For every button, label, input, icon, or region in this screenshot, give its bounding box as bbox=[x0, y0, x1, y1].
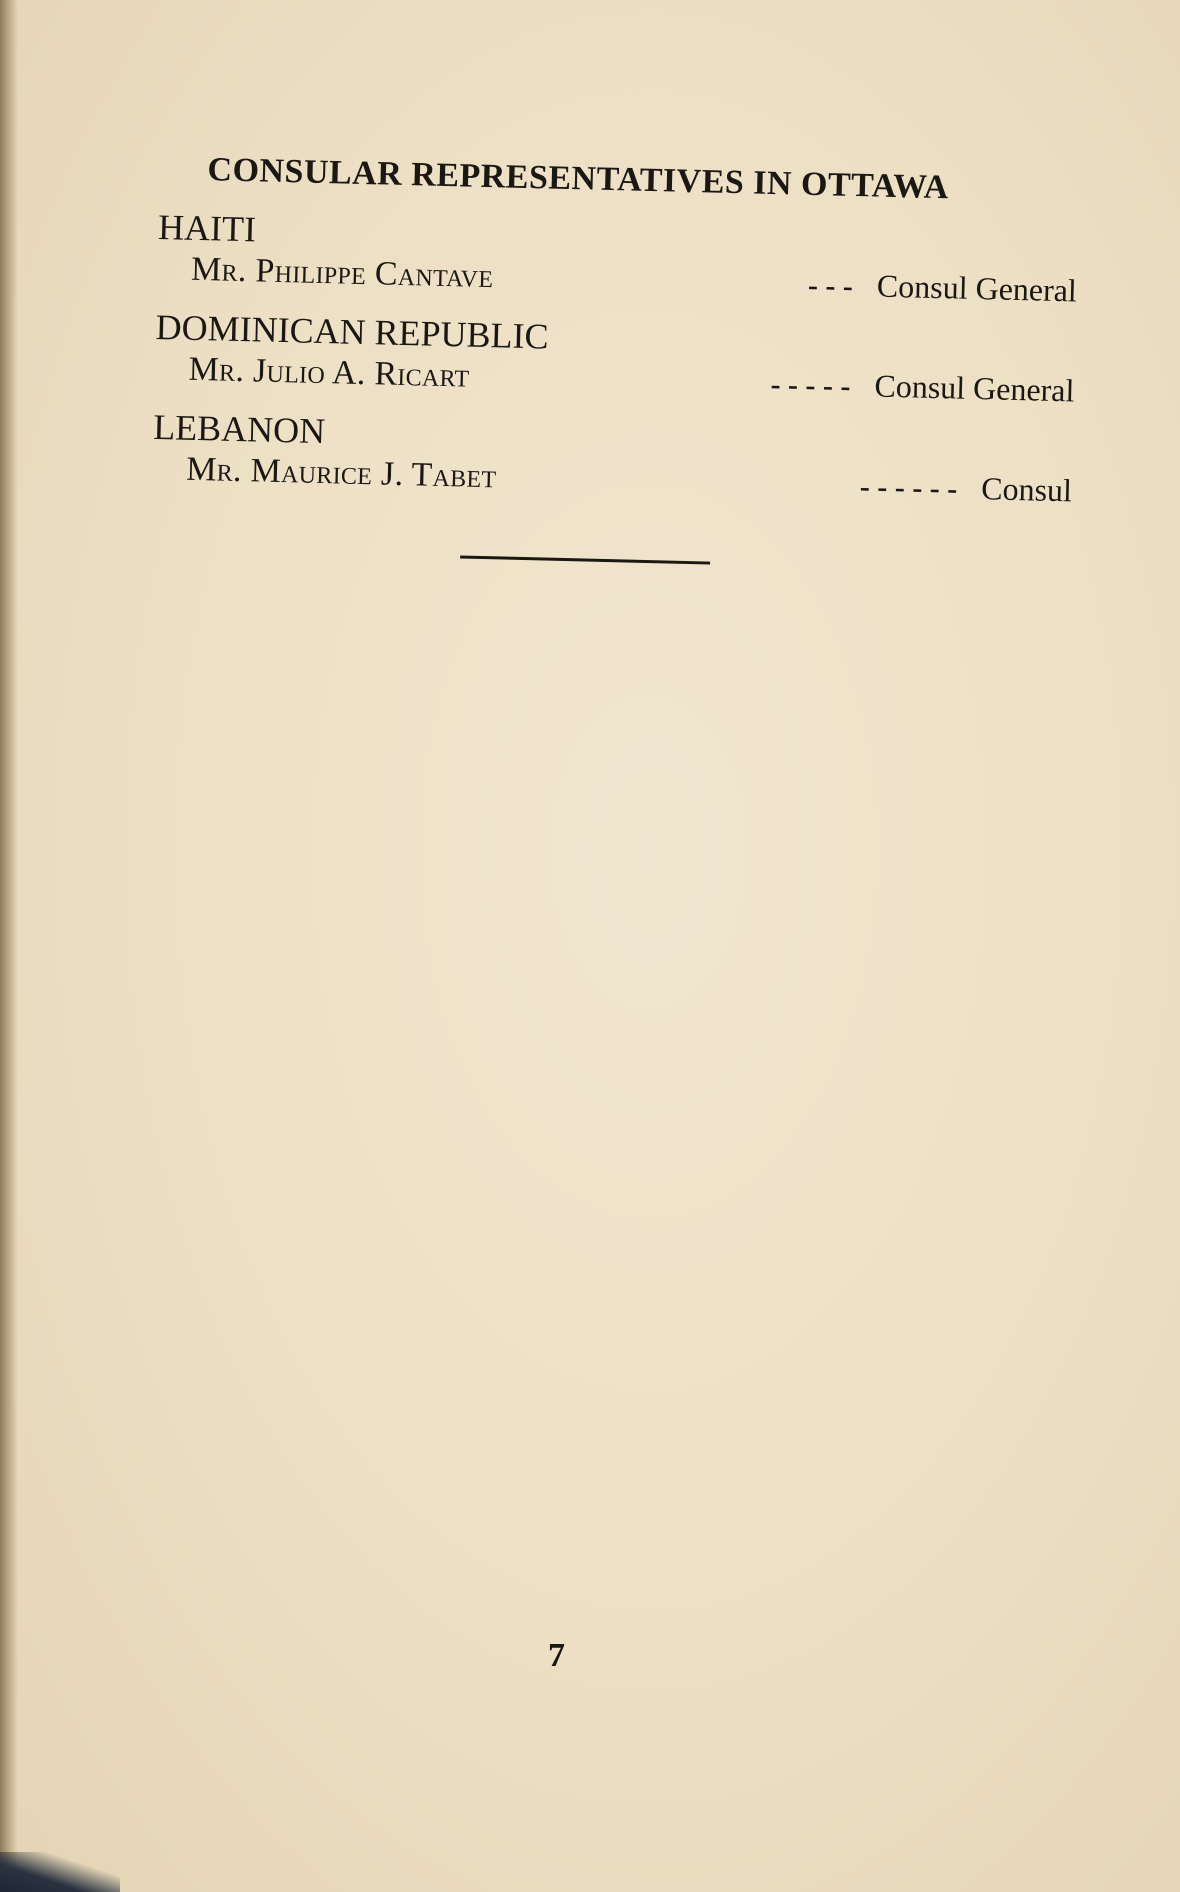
leader-dashes: - - - - - - bbox=[859, 470, 958, 506]
country-heading: HAITI bbox=[157, 206, 257, 250]
representative-role: Consul bbox=[980, 470, 1073, 509]
cover-corner bbox=[0, 1852, 120, 1892]
country-heading: DOMINICAN REPUBLIC bbox=[155, 306, 550, 357]
page-binding-edge bbox=[0, 0, 18, 1892]
section-divider-rule bbox=[460, 555, 710, 564]
page-number: 7 bbox=[548, 1637, 565, 1674]
representative-role: Consul General bbox=[874, 367, 1075, 409]
page-title: CONSULAR REPRESENTATIVES IN OTTAWA bbox=[207, 151, 950, 207]
section-dominican-republic bbox=[154, 306, 1076, 410]
representative-name: Mr. Philippe Cantave bbox=[190, 250, 494, 296]
representative-name: Mr. Julio A. Ricart bbox=[188, 350, 470, 395]
leader-dashes: - - - - - bbox=[770, 367, 851, 403]
section-haiti bbox=[157, 206, 1079, 310]
representative-role: Consul General bbox=[876, 267, 1078, 309]
section-lebanon bbox=[152, 406, 1074, 510]
representative-name: Mr. Maurice J. Tabet bbox=[185, 450, 497, 496]
document-body bbox=[150, 150, 1080, 573]
leader-dashes: - - - bbox=[807, 268, 854, 303]
country-heading: LEBANON bbox=[152, 406, 326, 452]
